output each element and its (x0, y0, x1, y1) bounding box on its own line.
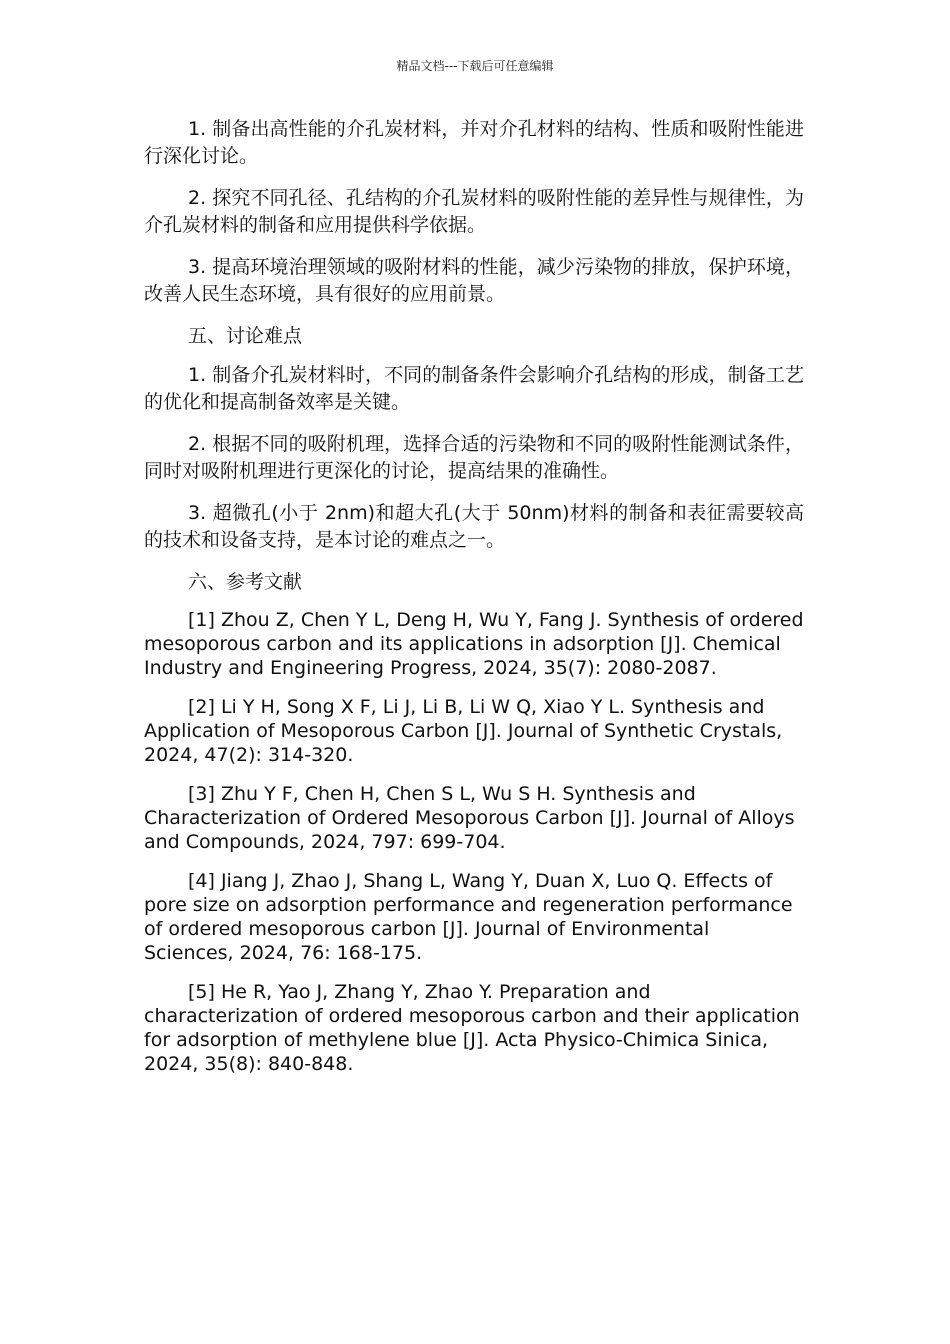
section-heading-references: 六、参考文献 (188, 571, 303, 593)
document-body (144, 116, 804, 1091)
significance-item-2: 2. 探究不同孔径、孔结构的介孔炭材料的吸附性能的差异性与规律性，为介孔炭材料的制备和应用提供科学依据。 (144, 187, 804, 236)
difficulty-item-2: 2. 根据不同的吸附机理，选择合适的污染物和不同的吸附性能测试条件，同时对吸附机理进行更深化的讨论，提高结果的准确性。 (144, 433, 804, 482)
reference-item-4: [4] Jiang J, Zhao J, Shang L, Wang Y, Duan X, Luo Q. Effects of pore size on adsorption performance and regeneration performance of ordered mesoporous carbon [J]. Journal of Environmental Sciences, 2024, 76: 168-175. (144, 870, 793, 964)
reference-item-2: [2] Li Y H, Song X F, Li J, Li B, Li W Q, Xiao Y L. Synthesis and Application of Mesoporous Carbon [J]. Journal of Synthetic Crystals, 2024, 47(2): 314-320. (144, 696, 783, 766)
difficulty-item-3: 3. 超微孔(小于 2nm)和超大孔(大于 50nm)材料的制备和表征需要较高的技术和设备支持，是本讨论的难点之一。 (144, 502, 804, 551)
section-heading-difficulties: 五、讨论难点 (188, 325, 303, 347)
difficulty-item-1: 1. 制备介孔炭材料时，不同的制备条件会影响介孔结构的形成，制备工艺的优化和提高制备效率是关键。 (144, 364, 804, 413)
page-header: 精品文档---下载后可任意编辑 (396, 59, 554, 73)
significance-item-3: 3. 提高环境治理领域的吸附材料的性能，减少污染物的排放，保护环境，改善人民生态环境，具有很好的应用前景。 (144, 256, 804, 305)
significance-item-1: 1. 制备出高性能的介孔炭材料，并对介孔材料的结构、性质和吸附性能进行深化讨论。 (144, 118, 804, 167)
reference-item-5: [5] He R, Yao J, Zhang Y, Zhao Y. Preparation and characterization of ordered mesoporous carbon and their application for adsorption of methylene blue [J]. Acta Physico-Chimica Sinica, 2024, 35(8): 840-848. (144, 981, 800, 1075)
reference-item-1: [1] Zhou Z, Chen Y L, Deng H, Wu Y, Fang J. Synthesis of ordered mesoporous carbon and its applications in adsorption [J]. Chemical Industry and Engineering Progress, 2024, 35(7): 2080-2087. (144, 609, 804, 679)
reference-item-3: [3] Zhu Y F, Chen H, Chen S L, Wu S H. Synthesis and Characterization of Ordered Mesoporous Carbon [J]. Journal of Alloys and Compounds, 2024, 797: 699-704. (144, 783, 795, 853)
